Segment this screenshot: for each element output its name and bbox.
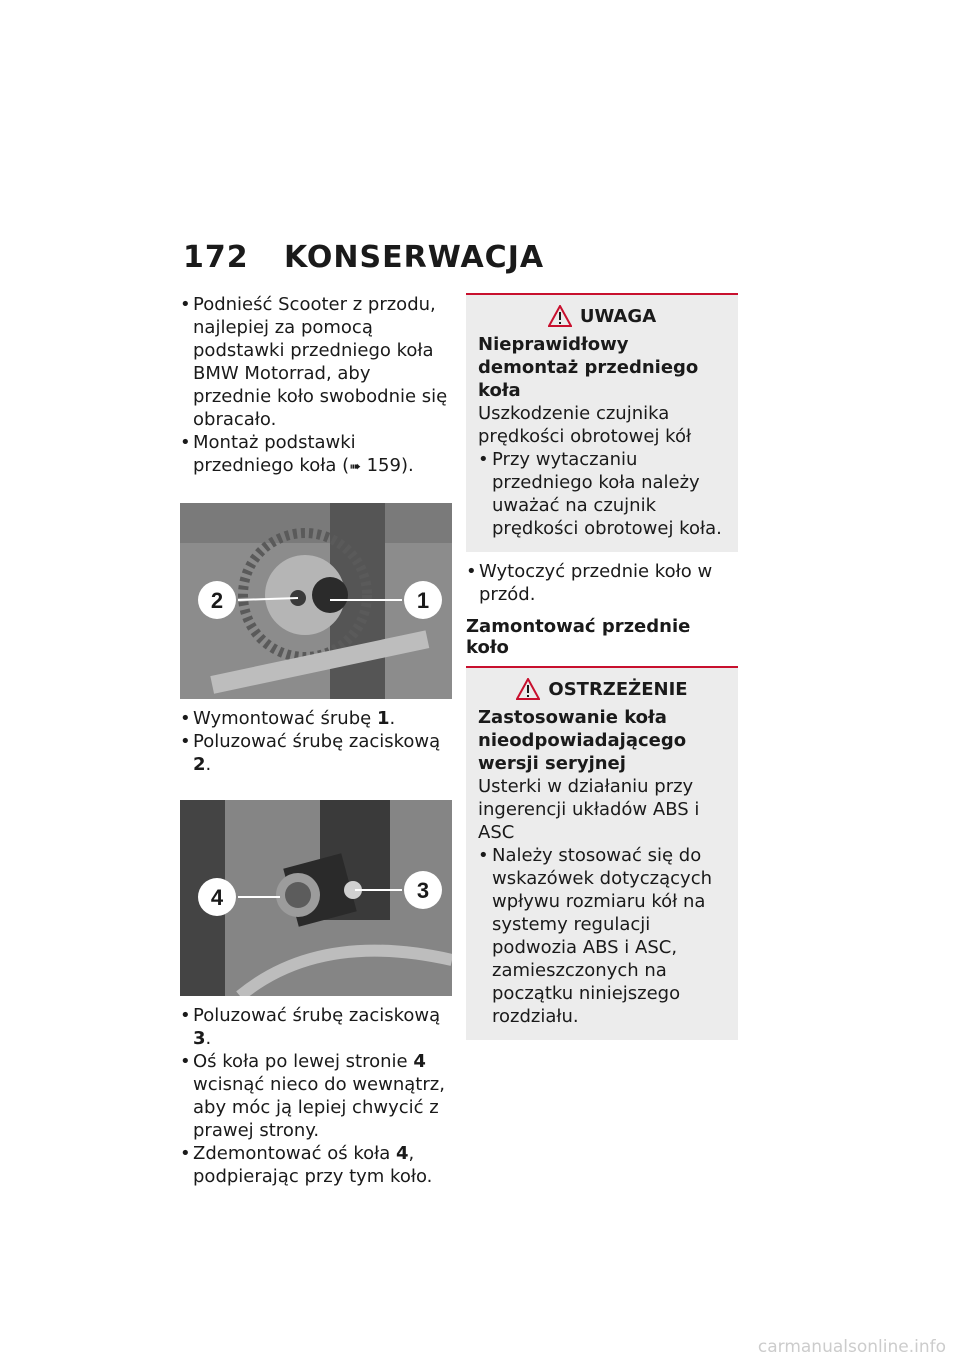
caution-text: Uszkodzenie czujnika prędkości obrotowej kół [478, 403, 692, 447]
warning-box [466, 666, 738, 1040]
list-item: • Poluzować śrubę zaciskową 3. [180, 1005, 441, 1049]
bullet-icon: • [478, 845, 489, 866]
warning-triangle-icon [548, 305, 572, 327]
list-item: • Oś koła po lewej stronie 4 wcisnąć nieco do wewnątrz, aby móc ją lepiej chwycić z prawej strony. [180, 1051, 445, 1141]
bullet-icon: • [180, 708, 191, 729]
callout-label: 4 [210, 885, 224, 910]
list-item: • Montaż podstawki przedniego koła (➠ 159). [180, 431, 452, 479]
list-item: • Zdemontować oś koła 4, podpierając przy tym koło. [180, 1143, 433, 1187]
list-item: • Wytoczyć przednie koło w przód. [466, 561, 713, 605]
right-column [466, 293, 738, 1040]
bullet-icon: • [180, 731, 191, 752]
bullet-icon: • [180, 1143, 191, 1164]
left-column [180, 293, 452, 1188]
callout-label: 3 [416, 878, 430, 903]
bullet-icon: • [180, 1051, 191, 1072]
bullet-icon: • [466, 561, 477, 582]
list-item: • Poluzować śrubę zaciskową 2. [180, 731, 441, 775]
watermark: carmanualsonline.info [757, 1337, 946, 1357]
bullet-icon: • [478, 449, 489, 470]
bullet-icon: • [180, 1005, 191, 1026]
warning-title: OSTRZEŻENIE [548, 678, 688, 700]
chapter-title: KONSERWACJA [284, 240, 545, 275]
list-item: • Wymontować śrubę 1. [180, 708, 396, 729]
caution-box [466, 293, 738, 552]
callout-label: 2 [210, 588, 224, 613]
page-number: 172 [183, 240, 249, 275]
bullet-icon: • [180, 432, 191, 453]
photo-front-wheel-sensor [180, 503, 452, 699]
list-item: • Przy wytaczaniu przedniego koła należy uważać na czujnik prędkości obrotowej koła. [478, 449, 722, 539]
section-heading: Zamontować przednie koło [466, 616, 691, 658]
caution-title: UWAGA [579, 305, 657, 327]
warning-triangle-icon [516, 678, 540, 700]
page-reference-arrow-icon: ➠ [349, 459, 361, 475]
callout-label: 1 [416, 588, 430, 613]
page-reference-link[interactable]: 159 [366, 455, 401, 476]
list-item: • Podnieść Scooter z przodu, najlepiej za pomocą podstawki przedniego koła BMW Motorrad, aby przednie koło swobodnie się obracało. [180, 294, 448, 430]
photo-wheel-axle [180, 800, 452, 996]
list-item: • Należy stosować się do wskazówek dotyczących wpływu rozmiaru kół na systemy regulacji podwozia ABS i ASC, zamieszczonych na początku niniejszego rozdziału. [478, 845, 713, 1027]
warning-subhead: Zastosowanie koła nieodpowiadającego wersji seryjnej [478, 707, 687, 774]
warning-text: Usterki w działaniu przy ingerencji układów ABS i ASC [478, 776, 700, 843]
caution-subhead: Nieprawidłowy demontaż przedniego koła [478, 334, 699, 401]
bullet-icon: • [180, 294, 191, 315]
